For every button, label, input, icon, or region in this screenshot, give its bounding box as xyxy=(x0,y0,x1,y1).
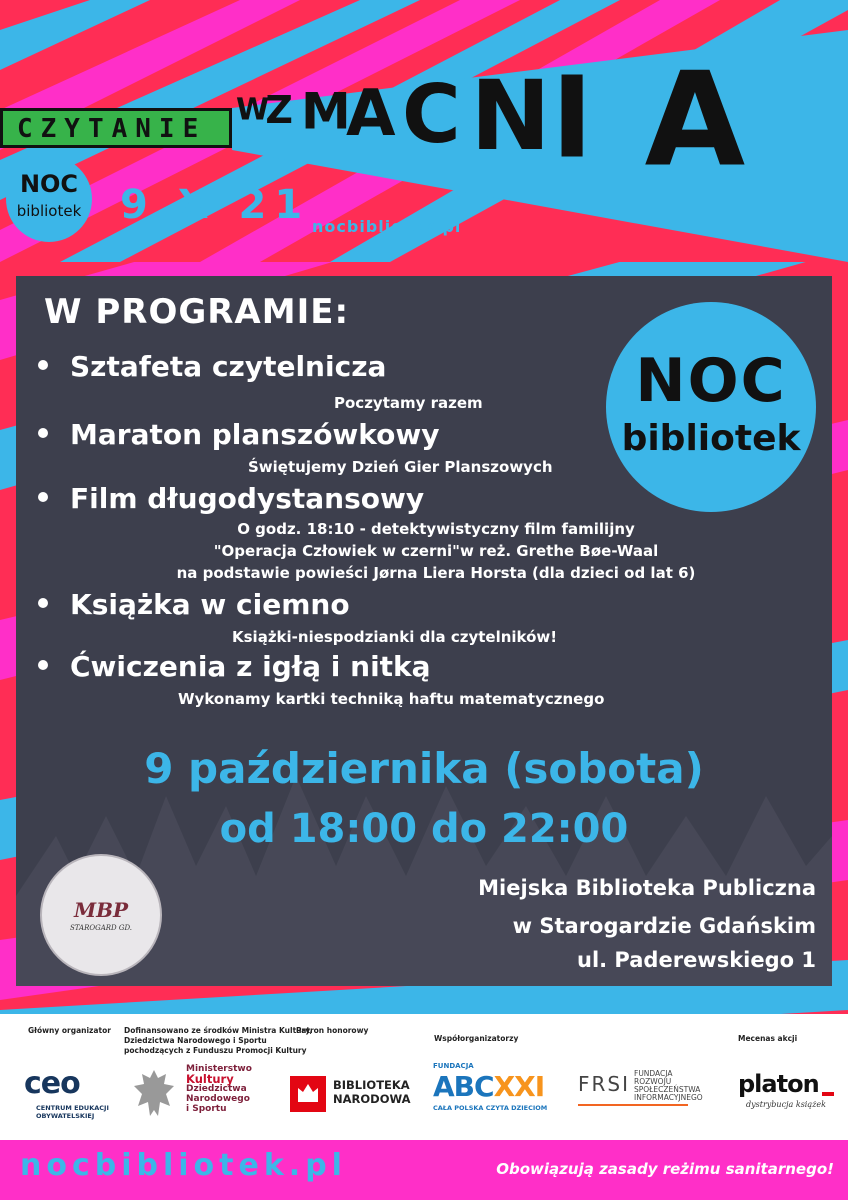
date-short: 9 X 21 xyxy=(120,182,311,228)
footer-url: nocbibliotek.pl xyxy=(20,1148,347,1183)
footer-bar xyxy=(0,1140,848,1200)
badge-bibliotek-text: bibliotek xyxy=(621,418,801,459)
ceo-sub-line: CENTRUM EDUKACJI xyxy=(36,1104,109,1112)
noc-bibliotek-badge-large xyxy=(606,302,816,512)
header-url: nocbibliotek.pl xyxy=(312,217,462,236)
program-item-desc: Poczytamy razem xyxy=(334,394,483,412)
program-item-title: Sztafeta czytelnicza xyxy=(70,350,387,383)
abcxxi-logo xyxy=(433,1070,544,1103)
abc-subtitle: CAŁA POLSKA CZYTA DZIECIOM xyxy=(433,1104,548,1112)
ministry-line: Narodowego xyxy=(186,1094,250,1104)
wzmacnia-letter: Z xyxy=(265,88,293,133)
xxi-part: XXI xyxy=(493,1070,545,1103)
ministry-line: Dziedzictwa xyxy=(186,1084,247,1094)
abc-part: ABC xyxy=(433,1070,494,1103)
address-line-3: ul. Paderewskiego 1 xyxy=(577,948,816,972)
badge-noc-text: NOC xyxy=(19,170,79,198)
eagle-emblem-icon xyxy=(130,1066,178,1122)
noc-bibliotek-badge-small xyxy=(6,156,92,242)
wzmacnia-title xyxy=(236,36,836,236)
program-item xyxy=(38,588,350,621)
frsi-line: SPOŁECZEŃSTWA xyxy=(634,1085,701,1094)
wzmacnia-letter: I xyxy=(551,53,593,184)
wzmacnia-text xyxy=(236,44,745,196)
frsi-logo: FRSI xyxy=(578,1072,630,1096)
badge-noc-text: NOC xyxy=(635,346,787,416)
bullet-icon xyxy=(38,492,48,502)
ceo-sub-line: OBYWATELSKIEJ xyxy=(36,1112,95,1120)
address-line-1: Miejska Biblioteka Publiczna xyxy=(478,876,816,900)
funding-label xyxy=(124,1026,312,1056)
bullet-icon xyxy=(38,360,48,370)
funding-line: pochodzących z Funduszu Promocji Kultury xyxy=(124,1046,307,1055)
frsi-subtitle xyxy=(634,1070,703,1102)
patron-label: Patron honorowy xyxy=(296,1026,369,1035)
program-item-desc: Wykonamy kartki techniką haftu matematycznego xyxy=(178,690,605,708)
ministry-line: i Sportu xyxy=(186,1104,227,1114)
program-item-desc: Książki-niespodzianki dla czytelników! xyxy=(232,628,558,646)
platon-accent-bar xyxy=(822,1092,834,1096)
frsi-line: FUNDACJA xyxy=(634,1069,673,1078)
program-item xyxy=(38,482,424,515)
program-item-title: Książka w ciemno xyxy=(70,588,350,621)
library-seal-logo xyxy=(40,854,162,976)
czytanie-text: CZYTANIE xyxy=(17,114,207,144)
seal-city: STAROGARD GD. xyxy=(69,924,133,932)
bn-line: NARODOWA xyxy=(333,1092,411,1106)
wzmacnia-letter: N xyxy=(470,60,551,173)
program-item-desc: Świętujemy Dzień Gier Planszowych xyxy=(248,458,553,476)
program-item-desc: O godz. 18:10 - detektywistyczny film familijny xyxy=(237,520,635,538)
badge-bibliotek-text: bibliotek xyxy=(16,202,82,220)
program-item xyxy=(38,650,431,683)
wzmacnia-letter: W xyxy=(236,92,270,128)
wzmacnia-letter: A xyxy=(644,43,746,196)
program-item-title: Film długodystansowy xyxy=(70,482,425,515)
czytanie-label-box xyxy=(0,108,232,148)
program-item-desc: "Operacja Człowiek w czerni"w reż. Grethe Bøe-Waal xyxy=(213,542,659,560)
program-item xyxy=(38,418,440,451)
biblioteka-narodowa-icon xyxy=(290,1076,326,1112)
wzmacnia-letter: A xyxy=(346,76,396,151)
bn-line: BIBLIOTEKA xyxy=(333,1078,410,1092)
platon-subtitle: dystrybucja książek xyxy=(746,1100,826,1109)
funding-line: Dziedzictwa Narodowego i Sportu xyxy=(124,1036,267,1045)
wzmacnia-letter: M xyxy=(301,82,351,141)
frsi-underline xyxy=(578,1104,688,1106)
wzmacnia-letter: C xyxy=(401,68,461,161)
sponsors-strip xyxy=(0,1014,848,1140)
sponsor-label: Mecenas akcji xyxy=(738,1034,798,1043)
frsi-line: INFORMACYJNEGO xyxy=(634,1093,703,1102)
ceo-subtitle xyxy=(36,1104,109,1120)
ministry-logo-text xyxy=(186,1064,252,1114)
funding-line: Dofinansowano ze środków Ministra Kultury, xyxy=(124,1026,313,1035)
ministry-line: Kultury xyxy=(186,1072,234,1086)
program-title: W PROGRAMIE: xyxy=(44,292,350,332)
program-item xyxy=(38,350,386,383)
abc-prefix: FUNDACJA xyxy=(433,1062,474,1070)
event-date: 9 października (sobota) xyxy=(144,744,704,793)
address-line-2: w Starogardzie Gdańskim xyxy=(512,914,816,938)
platon-logo: platon xyxy=(738,1070,819,1098)
main-organizer-label: Główny organizator xyxy=(28,1026,111,1035)
header-banner xyxy=(0,0,848,262)
bullet-icon xyxy=(38,428,48,438)
program-item-desc: na podstawie powieści Jørna Liera Horsta (dla dzieci od lat 6) xyxy=(176,564,696,582)
ministry-line: Ministerstwo xyxy=(186,1064,252,1074)
event-time: od 18:00 do 22:00 xyxy=(219,806,629,852)
program-panel xyxy=(16,276,832,986)
frsi-line: ROZWOJU xyxy=(634,1077,672,1086)
program-item-title: Maraton planszówkowy xyxy=(70,418,440,451)
coorganizers-label: Współorganizatorzy xyxy=(434,1034,519,1043)
bullet-icon xyxy=(38,660,48,670)
biblioteka-narodowa-text xyxy=(333,1078,411,1106)
bullet-icon xyxy=(38,598,48,608)
seal-initials: MBP xyxy=(73,898,129,922)
program-item-title: Ćwiczenia z igłą i nitką xyxy=(70,650,431,683)
ceo-logo: ceo xyxy=(24,1066,80,1101)
sanitary-note: Obowiązują zasady reżimu sanitarnego! xyxy=(496,1160,834,1178)
